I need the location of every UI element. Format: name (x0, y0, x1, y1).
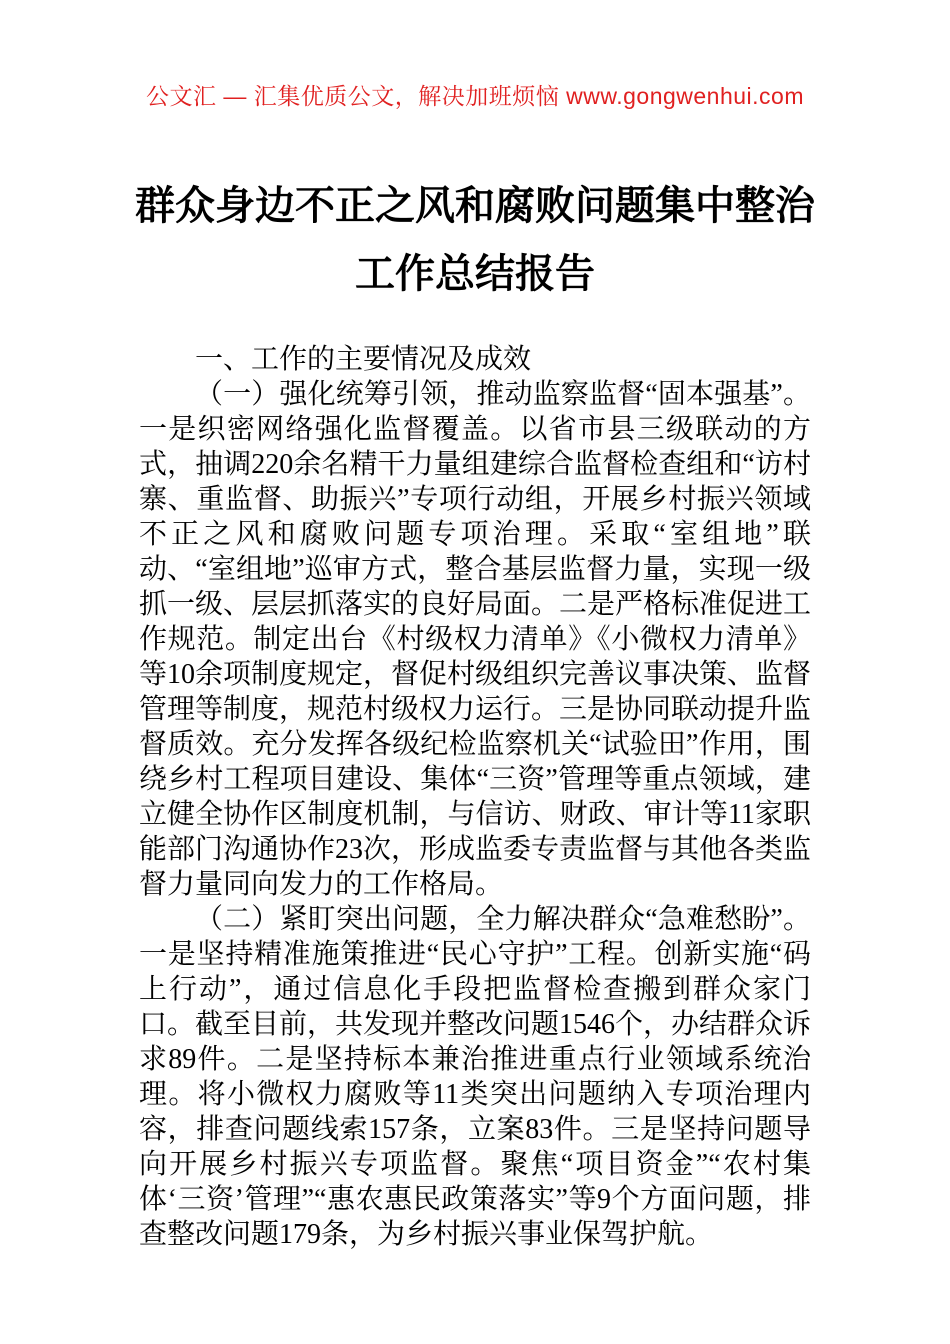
paragraph: （二）紧盯突出问题，全力解决群众“急难愁盼”。一是坚持精准施策推进“民心守护”工程。创新实施“码上行动”，通过信息化手段把监督检查搬到群众家门口。截至目前，共发现并整改问题1546个，办结群众诉求89件。二是坚持标本兼治推进重点行业领域系统治理。将小微权力腐败等11类突出问题纳入专项治理内容，排查问题线索157条，立案83件。三是坚持问题导向开展乡村振兴专项监督。聚焦“项目资金”“农村集体‘三资’管理”“惠农惠民政策落实”等9个方面问题，排查整改问题179条，为乡村振兴事业保驾护航。 (139, 904, 812, 1250)
document-title: 群众身边不正之风和腐败问题集中整治工作总结报告 (135, 184, 815, 296)
paragraph: （一）强化统筹引领，推动监察监督“固本强基”。一是织密网络强化监督覆盖。以省市县三级联动的方式，抽调220余名精干力量组建综合监督检查组和“访村寨、重监督、助振兴”专项行动组，开展乡村振兴领域不正之风和腐败问题专项治理。采取“室组地”联动、“室组地”巡审方式，整合基层监督力量，实现一级抓一级、层层抓落实的良好局面。二是严格标准促进工作规范。制定出台《村级权力清单》《小微权力清单》等10余项制度规定，督促村级组织完善议事决策、监督管理等制度，规范村级权力运行。三是协同联动提升监督质效。充分发挥各级纪检监察机关“试验田”作用，围绕乡村工程项目建设、集体“三资”管理等重点领域，建立健全协作区制度机制，与信访、财政、审计等11家职能部门沟通协作23次，形成监委专责监督与其他各类监督力量同向发力的工作格局。 (139, 379, 812, 900)
section-heading: 一、工作的主要情况及成效 (195, 344, 532, 375)
document-body (139, 342, 811, 1252)
watermark-header: 公文汇 — 汇集优质公文，解决加班烦恼 www.gongwenhui.com (145, 83, 804, 109)
